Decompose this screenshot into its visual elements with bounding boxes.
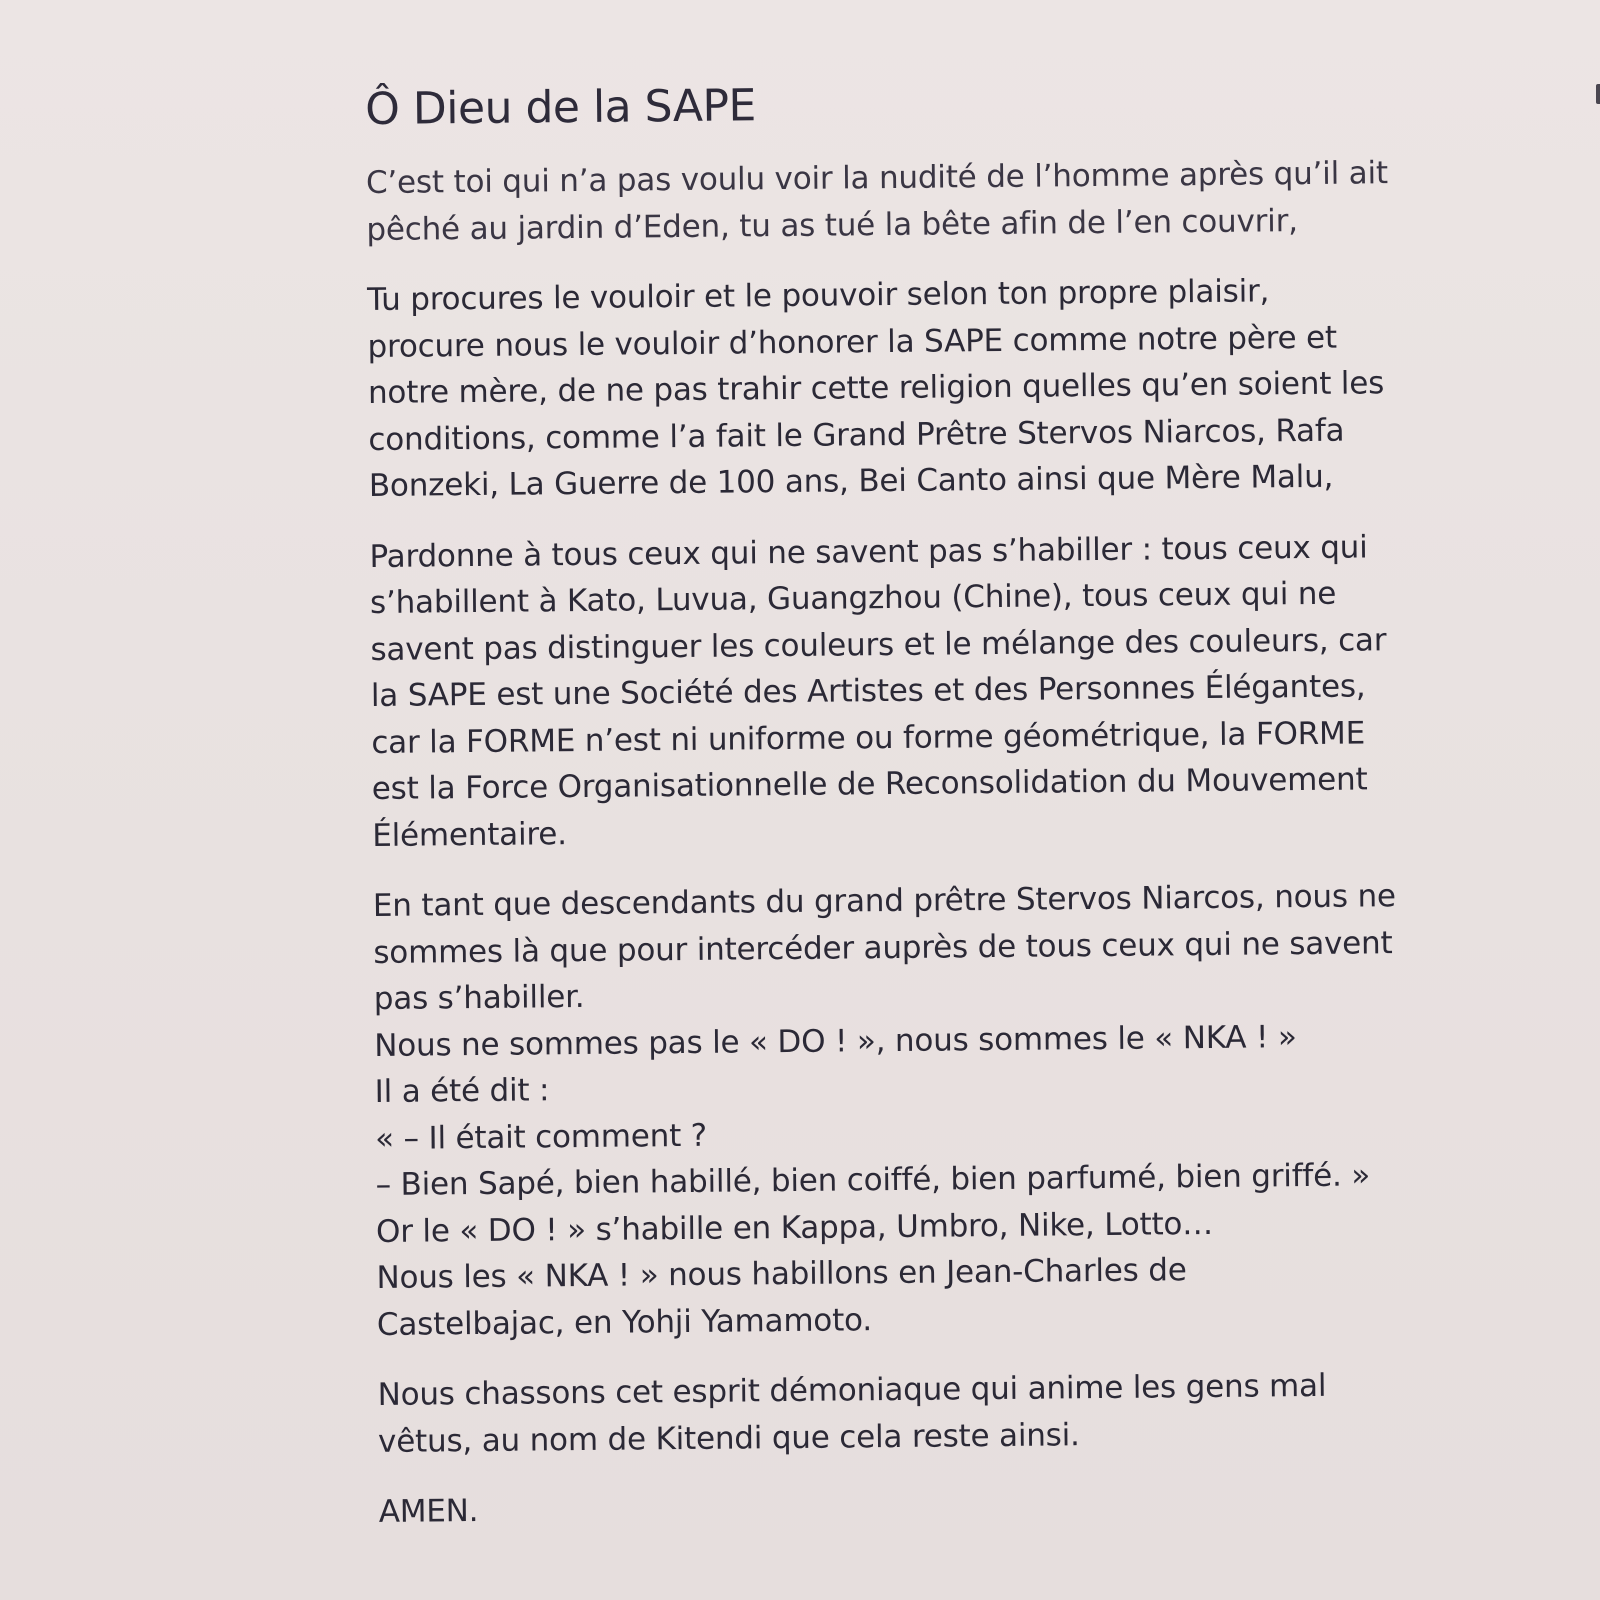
paragraph-line: Castelbajac, en Yohji Yamamoto. — [376, 1301, 873, 1343]
paragraph-line: En tant que descendants du grand prêtre Stervos Niarcos, nous ne — [372, 878, 1396, 924]
paragraph-line: savent pas distinguer les couleurs et le mélange des couleurs, car — [370, 621, 1387, 668]
paragraph-2 — [367, 267, 1429, 510]
paragraph-line: est la Force Organisationnelle de Reconsolidation du Mouvement — [371, 761, 1368, 807]
prayer-title: Ô Dieu de la SAPE — [365, 80, 757, 135]
paragraph-line: Or le « DO ! » s’habille en Kappa, Umbro, Nike, Lotto… — [375, 1205, 1214, 1250]
paragraph-line: sommes là que pour intercéder auprès de tous ceux qui ne savent — [373, 924, 1393, 971]
paragraph-line: car la FORME n’est ni uniforme ou forme géométrique, la FORME — [371, 714, 1366, 761]
paragraph-line: conditions, comme l’a fait le Grand Prêtre Stervos Niarcos, Rafa — [368, 412, 1345, 458]
prayer-text-block — [365, 70, 1439, 1560]
paragraph-line: s’habillent à Kato, Luvua, Guangzhou (Chine), tous ceux qui ne — [369, 575, 1337, 621]
paragraph-line: Pardonne à tous ceux qui ne savent pas s’habiller : tous ceux qui — [369, 528, 1368, 575]
paragraph-line: pas s’habiller. — [373, 978, 585, 1017]
paragraph-4 — [373, 873, 1437, 1348]
amen-line: AMEN. — [378, 1492, 479, 1530]
paragraph-line: Nous chassons cet esprit démoniaque qui anime les gens mal — [377, 1367, 1327, 1413]
paragraph-line: vêtus, au nom de Kitendi que cela reste ainsi. — [377, 1416, 1080, 1460]
paragraph-line: notre mère, de ne pas trahir cette religion quelles qu’en soient les — [367, 365, 1385, 411]
paragraph-amen — [379, 1479, 1439, 1536]
page-edge-mark — [1596, 84, 1600, 104]
paragraph-line: Élémentaire. — [372, 815, 567, 854]
paragraph-1 — [366, 150, 1427, 253]
paragraph-line: la SAPE est une Société des Artistes et des Personnes Élégantes, — [370, 668, 1366, 714]
paragraph-line: Nous les « NKA ! » nous habillons en Jean-Charles de — [376, 1252, 1187, 1296]
paragraph-5 — [377, 1362, 1438, 1465]
paragraph-line: Tu procures le vouloir et le pouvoir selon ton propre plaisir, — [366, 273, 1270, 318]
paragraph-line: Nous ne sommes pas le « DO ! », nous sommes le « NKA ! » — [374, 1018, 1297, 1064]
paragraph-line: Il a été dit : — [374, 1072, 550, 1110]
paragraph-line: « – Il était comment ? — [374, 1117, 708, 1157]
paragraph-line: – Bien Sapé, bien habillé, bien coiffé, bien parfumé, bien griffé. » — [375, 1157, 1371, 1203]
paragraph-line: C’est toi qui n’a pas voulu voir la nudité de l’homme après qu’il ait — [365, 155, 1389, 201]
paragraph-line: pêché au jardin d’Eden, tu as tué la bête afin de l’en couvrir, — [366, 202, 1298, 248]
paragraph-line: Bonzeki, La Guerre de 100 ans, Bei Canto ainsi que Mère Malu, — [368, 458, 1334, 504]
paragraph-line: procure nous le vouloir d’honorer la SAPE comme notre père et — [367, 319, 1338, 365]
paragraph-3 — [369, 523, 1432, 859]
